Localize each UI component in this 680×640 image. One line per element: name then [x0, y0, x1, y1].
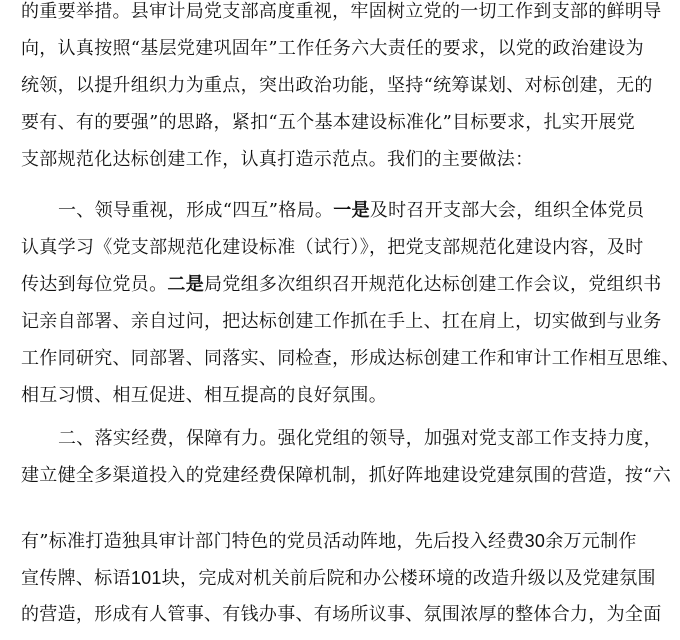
text-segment: 要有、有的要强”的思路，紧扣“五个基本建设标准化”目标要求，扎实开展党 — [21, 112, 636, 133]
text-segment: 宣传牌、标语 — [21, 568, 131, 589]
paragraph-line — [21, 307, 662, 337]
text-segment: 余万元制作 — [545, 531, 637, 552]
text-segment: 的营造，形成有人管事、有钱办事、有场所议事、氛围浓厚的整体合力，为全面 — [21, 604, 662, 625]
text-segment: 记亲自部署、亲自过问，把达标创建工作抓在手上、扛在肩上，切实做到与业务 — [21, 311, 662, 332]
text-segment: 传达到每位党员。 — [21, 274, 168, 295]
text-segment: 工作同研究、同部署、同落实、同检查，形成达标创建工作和审计工作相互思维、 — [21, 348, 680, 369]
paragraph-line — [21, 233, 644, 263]
text-segment: 的重要举措。县审计局党支部高度重视，牢固树立党的一切工作到支部的鲜明导 — [21, 1, 662, 22]
text-segment: 有”标准打造独具审计部门特色的党员活动阵地，先后投入经费 — [21, 531, 525, 552]
paragraph-line — [21, 526, 637, 556]
paragraph-line — [21, 600, 662, 630]
section-heading-line — [21, 424, 662, 454]
number-text: 101 — [130, 568, 162, 588]
section-heading-line — [21, 196, 645, 226]
text-segment: 一、领导重视，形成“四互”格局。 — [58, 200, 334, 221]
text-segment: 统领，以提升组织力为重点，突出政治功能，坚持“统筹谋划、对标创建，无的 — [21, 75, 653, 96]
text-segment: 及时召开支部大会，组织全体党员 — [369, 200, 645, 221]
paragraph-line — [21, 0, 662, 27]
paragraph-line — [21, 34, 644, 64]
text-segment: 建立健全多渠道投入的党建经费保障机制，抓好阵地建设党建氛围的营造，按“六 — [21, 465, 671, 486]
paragraph-line — [21, 344, 680, 374]
paragraph-line — [21, 71, 653, 101]
paragraph-line — [21, 145, 621, 175]
text-segment: 支部规范化达标创建工作，认真打造示范点。我们的主要做法： — [21, 149, 534, 170]
paragraph-line — [21, 461, 671, 491]
text-segment: 局党组多次组织召开规范化达标创建工作会议，党组织书 — [204, 274, 662, 295]
text-segment: 相互习惯、相互促进、相互提高的良好氛围。 — [21, 385, 387, 406]
paragraph-line — [21, 381, 621, 411]
text-segment: 二、落实经费，保障有力。强化党组的领导，加强对党支部工作支持力度， — [58, 428, 662, 449]
paragraph-line — [21, 108, 636, 138]
text-segment: 向，认真按照“基层党建巩固年”工作任务六大责任的要求，以党的政治建设为 — [21, 38, 644, 59]
text-segment: 认真学习《党支部规范化建设标准（试行）》，把党支部规范化建设内容，及时 — [21, 237, 644, 258]
bold-marker: 一是 — [333, 200, 370, 221]
text-segment: 块，完成对机关前后院和办公楼环境的改造升级以及党建氛围 — [161, 568, 656, 589]
paragraph-line — [21, 270, 662, 300]
bold-marker: 二是 — [167, 274, 205, 295]
paragraph-line — [21, 563, 656, 593]
number-text: 30 — [524, 531, 546, 551]
